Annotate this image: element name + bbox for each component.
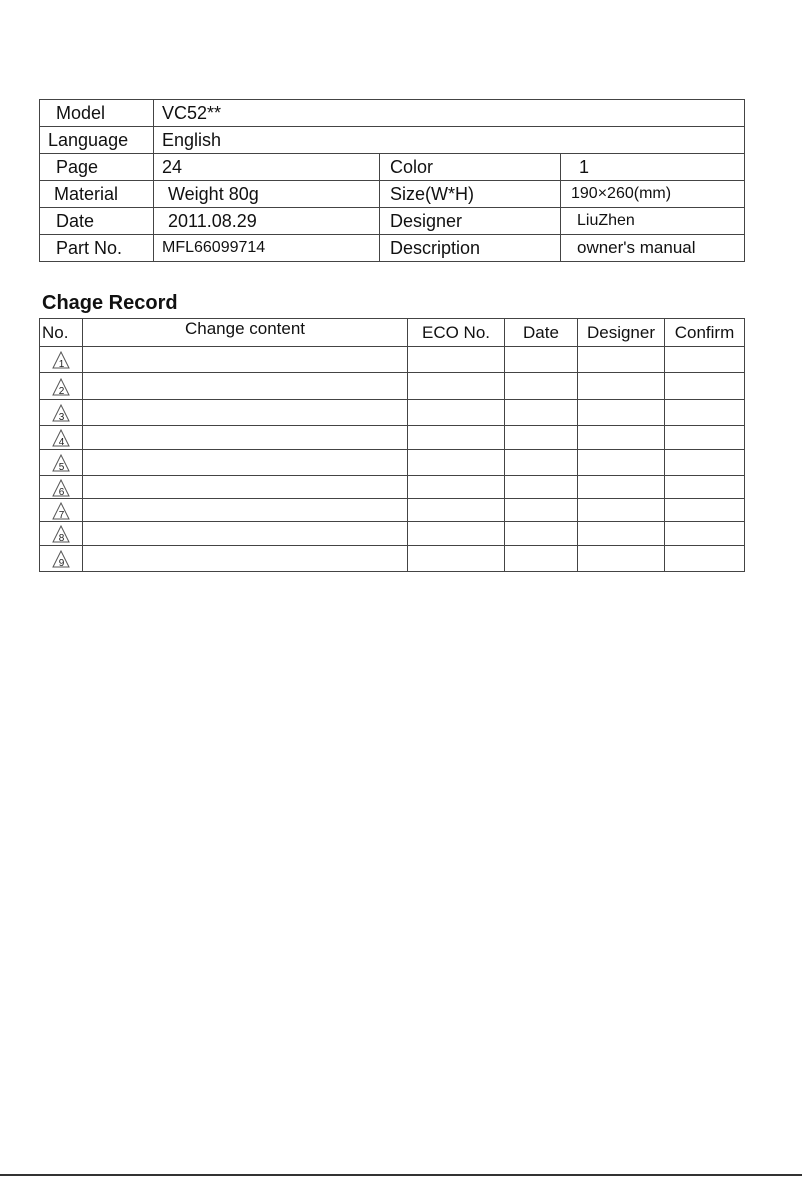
revision-number-cell: [40, 347, 83, 373]
designer-cell[interactable]: [578, 373, 665, 400]
revision-triangle-icon: [52, 454, 70, 472]
designer-cell[interactable]: [578, 522, 665, 546]
revision-number-cell: [40, 546, 83, 572]
eco-no-cell[interactable]: [408, 347, 505, 373]
material-value: Weight 80g: [154, 181, 380, 208]
designer-cell[interactable]: [578, 499, 665, 522]
revision-number: 8: [58, 533, 65, 544]
change-content-cell[interactable]: [83, 499, 408, 522]
header-no: No.: [40, 319, 83, 347]
revision-triangle-icon: [52, 351, 70, 369]
date-cell[interactable]: [505, 373, 578, 400]
confirm-cell[interactable]: [665, 347, 745, 373]
revision-number: 6: [58, 486, 65, 497]
designer-cell[interactable]: [578, 546, 665, 572]
date-cell[interactable]: [505, 426, 578, 450]
revision-number: 2: [58, 385, 65, 396]
eco-no-cell[interactable]: [408, 450, 505, 476]
table-row: [40, 426, 745, 450]
confirm-cell[interactable]: [665, 400, 745, 426]
page-value: 24: [154, 154, 380, 181]
revision-triangle-icon: [52, 502, 70, 520]
eco-no-cell[interactable]: [408, 373, 505, 400]
part-no-value: MFL66099714: [154, 235, 380, 262]
header-change-content: Change content: [83, 319, 408, 347]
designer-cell[interactable]: [578, 450, 665, 476]
language-value: English: [154, 127, 745, 154]
designer-cell[interactable]: [578, 347, 665, 373]
change-content-cell[interactable]: [83, 476, 408, 499]
eco-no-cell[interactable]: [408, 499, 505, 522]
confirm-cell[interactable]: [665, 546, 745, 572]
designer-value: LiuZhen: [561, 208, 745, 235]
date-cell[interactable]: [505, 347, 578, 373]
revision-number-cell: [40, 400, 83, 426]
description-value: owner's manual: [561, 235, 745, 262]
table-row: [40, 450, 745, 476]
date-label: Date: [40, 208, 154, 235]
change-record-table: [39, 318, 745, 572]
revision-number: 5: [58, 462, 65, 473]
model-label: Model: [40, 100, 154, 127]
confirm-cell[interactable]: [665, 450, 745, 476]
eco-no-cell[interactable]: [408, 400, 505, 426]
designer-cell[interactable]: [578, 400, 665, 426]
eco-no-cell[interactable]: [408, 546, 505, 572]
change-content-cell[interactable]: [83, 373, 408, 400]
material-label: Material: [40, 181, 154, 208]
change-record-title: Chage Record: [42, 292, 178, 314]
revision-triangle-icon: [52, 404, 70, 422]
confirm-cell[interactable]: [665, 426, 745, 450]
eco-no-cell[interactable]: [408, 522, 505, 546]
language-label: Language: [40, 127, 154, 154]
revision-number: 4: [58, 437, 65, 448]
header-designer: Designer: [578, 319, 665, 347]
table-row: [40, 400, 745, 426]
header-eco-no: ECO No.: [408, 319, 505, 347]
size-value: 190×260(mm): [561, 181, 745, 208]
table-row: [40, 546, 745, 572]
eco-no-cell[interactable]: [408, 426, 505, 450]
revision-number-cell: [40, 450, 83, 476]
revision-triangle-icon: [52, 378, 70, 396]
date-cell[interactable]: [505, 499, 578, 522]
change-content-cell[interactable]: [83, 546, 408, 572]
revision-number: 9: [58, 558, 65, 569]
change-content-cell[interactable]: [83, 522, 408, 546]
header-row: [40, 319, 745, 347]
revision-number-cell: [40, 426, 83, 450]
change-content-cell[interactable]: [83, 426, 408, 450]
table-row: [40, 347, 745, 373]
color-label: Color: [380, 154, 561, 181]
date-cell[interactable]: [505, 400, 578, 426]
revision-number: 7: [58, 509, 65, 520]
revision-number-cell: [40, 373, 83, 400]
date-cell[interactable]: [505, 450, 578, 476]
date-value: 2011.08.29: [154, 208, 380, 235]
table-row: [40, 522, 745, 546]
revision-number: 1: [58, 359, 65, 370]
table-row: [40, 373, 745, 400]
color-value: 1: [561, 154, 745, 181]
size-label: Size(W*H): [380, 181, 561, 208]
revision-number-cell: [40, 522, 83, 546]
revision-number-cell: [40, 476, 83, 499]
confirm-cell[interactable]: [665, 499, 745, 522]
bottom-rule: [0, 1174, 802, 1176]
revision-triangle-icon: [52, 525, 70, 543]
date-cell[interactable]: [505, 546, 578, 572]
description-label: Description: [380, 235, 561, 262]
document-info-table: [39, 99, 745, 262]
revision-triangle-icon: [52, 429, 70, 447]
revision-number: 3: [58, 412, 65, 423]
header-confirm: Confirm: [665, 319, 745, 347]
revision-number-cell: [40, 499, 83, 522]
part-no-label: Part No.: [40, 235, 154, 262]
change-content-cell[interactable]: [83, 450, 408, 476]
change-content-cell[interactable]: [83, 400, 408, 426]
revision-triangle-icon: [52, 479, 70, 497]
change-content-cell[interactable]: [83, 347, 408, 373]
confirm-cell[interactable]: [665, 373, 745, 400]
table-row: [40, 476, 745, 499]
eco-no-cell[interactable]: [408, 476, 505, 499]
model-value: VC52**: [154, 100, 745, 127]
table-row: [40, 499, 745, 522]
page-label: Page: [40, 154, 154, 181]
designer-cell[interactable]: [578, 426, 665, 450]
header-date: Date: [505, 319, 578, 347]
confirm-cell[interactable]: [665, 522, 745, 546]
revision-triangle-icon: [52, 550, 70, 568]
designer-cell[interactable]: [578, 476, 665, 499]
designer-label: Designer: [380, 208, 561, 235]
confirm-cell[interactable]: [665, 476, 745, 499]
date-cell[interactable]: [505, 522, 578, 546]
date-cell[interactable]: [505, 476, 578, 499]
